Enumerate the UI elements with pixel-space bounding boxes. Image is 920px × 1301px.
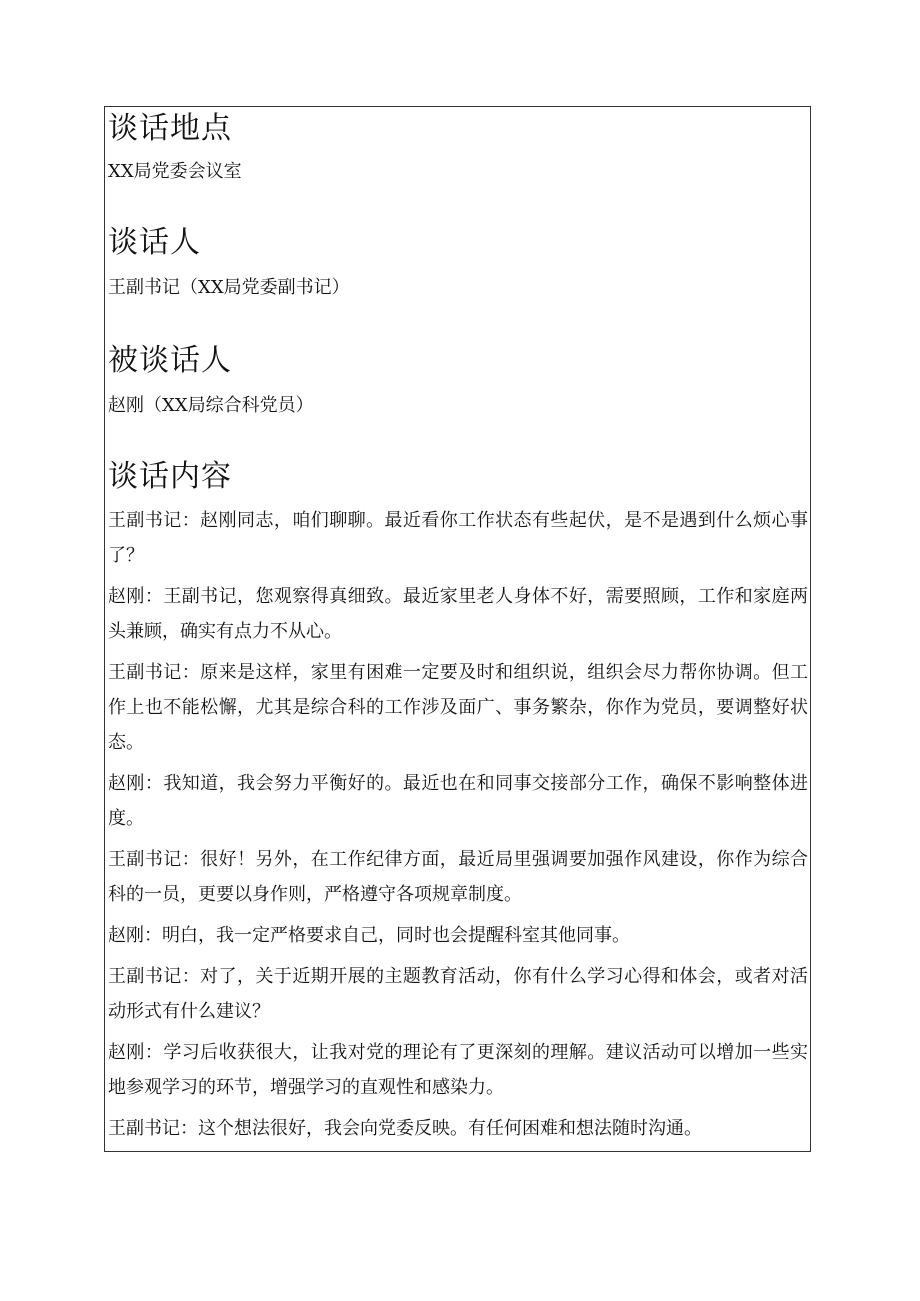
dialogue-text: 王副书记，您观察得真细致。最近家里老人身体不好，需要照顾，工作和家庭两头兼顾，确实有点力不从心。 — [108, 586, 809, 642]
speaker-colon: ： — [144, 925, 162, 946]
dialogue-text: 赵刚同志，咱们聊聊。最近看你工作状态有些起伏，是不是遇到什么烦心事了？ — [108, 510, 809, 566]
speaker-name: 赵刚 — [108, 586, 145, 607]
speaker-colon: ： — [181, 662, 201, 683]
dialogue-text: 学习后收获很大，让我对党的理论有了更深刻的理解。建议活动可以增加一些实地参观学习的环节，增强学习的直观性和感染力。 — [108, 1042, 809, 1098]
dialogue-text: 很好！另外，在工作纪律方面，最近局里强调要加强作风建设，你作为综合科的一员，更要以身作则，严格遵守各项规章制度。 — [108, 849, 809, 905]
interviewer-heading: 谈话人 — [108, 225, 201, 260]
record-table — [104, 106, 811, 1152]
speaker-colon: ： — [181, 966, 201, 987]
speaker-name: 王副书记 — [108, 1118, 180, 1139]
dialogue-list — [108, 503, 810, 1146]
content-heading: 谈话内容 — [108, 459, 232, 494]
dialogue-text: 明白，我一定严格要求自己，同时也会提醒科室其他同事。 — [162, 925, 630, 946]
dialogue-paragraph — [108, 766, 810, 836]
speaker-name: 王副书记 — [108, 510, 182, 531]
dialogue-paragraph — [108, 959, 810, 1029]
dialogue-text: 对了，关于近期开展的主题教育活动，你有什么学习心得和体会，或者对活动形式有什么建议？ — [108, 966, 809, 1022]
speaker-colon: ： — [144, 1042, 164, 1063]
dialogue-text: 这个想法很好，我会向党委反映。有任何困难和想法随时沟通。 — [198, 1118, 702, 1139]
speaker-name: 王副书记 — [108, 662, 182, 683]
location-value: XX局党委会议室 — [108, 161, 242, 182]
interviewee-heading: 被谈话人 — [108, 343, 232, 378]
interviewee-value: 赵刚（XX局综合科党员） — [108, 395, 314, 416]
interviewer-value: 王副书记（XX局党委副书记） — [108, 277, 350, 298]
speaker-colon: ： — [180, 1118, 198, 1139]
speaker-name: 赵刚 — [108, 1042, 145, 1063]
dialogue-paragraph — [108, 503, 810, 573]
speaker-colon: ： — [144, 773, 164, 794]
speaker-name: 赵刚 — [108, 773, 145, 794]
dialogue-paragraph — [108, 1035, 810, 1105]
speaker-colon: ： — [181, 510, 201, 531]
speaker-name: 王副书记 — [108, 966, 182, 987]
dialogue-paragraph — [108, 1111, 810, 1146]
dialogue-paragraph — [108, 842, 810, 912]
dialogue-paragraph — [108, 918, 810, 953]
location-heading: 谈话地点 — [108, 111, 232, 146]
dialogue-text: 原来是这样，家里有困难一定要及时和组织说，组织会尽力帮你协调。但工作上也不能松懈，尤其是综合科的工作涉及面广、事务繁杂，你作为党员，要调整好状态。 — [108, 662, 809, 753]
speaker-name: 赵刚 — [108, 925, 144, 946]
dialogue-text: 我知道，我会努力平衡好的。最近也在和同事交接部分工作，确保不影响整体进度。 — [108, 773, 809, 829]
speaker-colon: ： — [181, 849, 201, 870]
speaker-name: 王副书记 — [108, 849, 182, 870]
dialogue-paragraph — [108, 655, 810, 760]
dialogue-paragraph — [108, 579, 810, 649]
speaker-colon: ： — [144, 586, 164, 607]
